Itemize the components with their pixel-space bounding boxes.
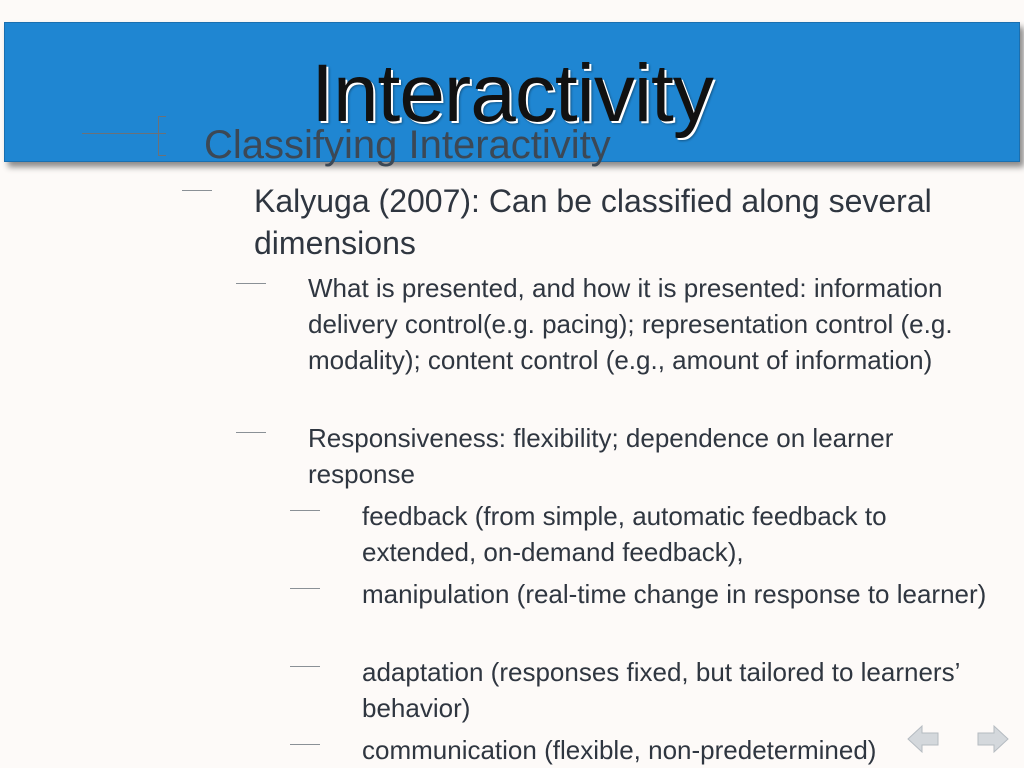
bullet-dash [290,744,320,745]
bullet-dash [290,510,320,511]
previous-slide-button[interactable] [906,724,940,759]
arrow-right-icon [976,724,1010,754]
slide-subtitle: Classifying Interactivity [204,123,611,167]
list-item-manipulation: manipulation (real-time change in response to learner) [362,579,987,609]
bullet-point-kalyuga: Kalyuga (2007): Can be classified along several dimensions [254,183,932,261]
slide-title: Interactivity [311,48,713,139]
bullet-point-responsiveness: Responsiveness: flexibility; dependence on learner response [308,423,894,489]
bullet-point-presentation: What is presented, and how it is presented: information delivery control(e.g. pacing); representation control (e.g. modality); content control (e.g., amount of information) [308,273,953,375]
list-item-communication: communication (flexible, non-predetermined) [362,735,877,765]
next-slide-button[interactable] [976,724,1010,759]
bullet-dash [182,190,212,191]
bullet-dash [290,666,320,667]
arrow-left-icon [906,724,940,754]
bullet-dash [236,432,266,433]
bullet-dash [290,588,320,589]
list-item-adaptation: adaptation (responses fixed, but tailored to learners’ behavior) [362,657,960,723]
list-item-feedback: feedback (from simple, automatic feedback to extended, on-demand feedback), [362,501,887,567]
bullet-dash [236,283,266,284]
